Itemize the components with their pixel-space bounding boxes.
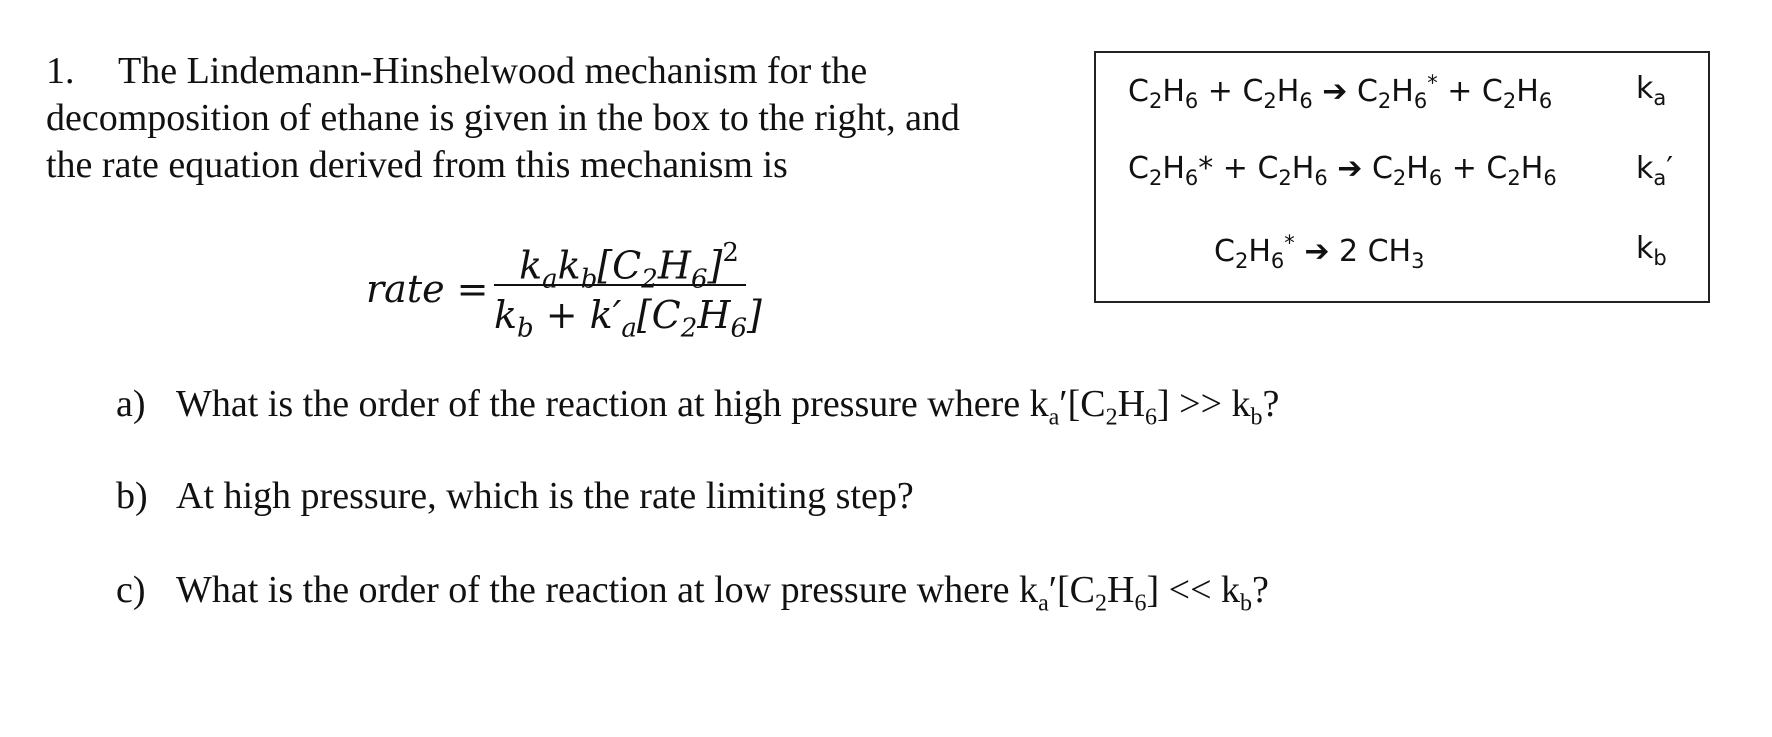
rate-denominator: $k_b + k'_a[C_2H_6]$ (494, 293, 762, 344)
rate-constant-kb: $k_b$ (1636, 231, 1667, 270)
problem-line-2: decomposition of ethane is given in the box to the right, and (46, 97, 960, 139)
question-c: c) What is the order of the reaction at low pressure where $k_a'[C_2H_6] << k_b$? (116, 569, 1269, 617)
problem-line-1 (46, 48, 1026, 95)
mechanism-step-3: $C_2H_6^*$ ➔ 2 $CH_3$ (1214, 231, 1425, 273)
rate-constant-ka: $k_a$ (1636, 71, 1667, 110)
arrow-icon: ➔ (1304, 234, 1330, 269)
problem-number: 1. (46, 50, 75, 92)
rate-fraction (494, 232, 762, 344)
rate-constant-ka-prime: $k_a'$ (1636, 151, 1674, 190)
question-a: a) What is the order of the reaction at high pressure where $k_a'[C_2H_6] >> k_b$? (116, 383, 1280, 431)
problem-statement (46, 48, 1026, 189)
problem-line-1-text: The Lindemann-Hinshelwood mechanism for the (118, 50, 868, 92)
question-b: b) At high pressure, which is the rate limiting step? (116, 475, 914, 517)
question-label: c) (116, 569, 146, 611)
question-label: b) (116, 475, 148, 517)
rate-equation-lhs: rate = (366, 267, 489, 311)
rate-numerator: $k_ak_b[C_2H_6]^2$ (519, 238, 739, 295)
mechanism-box (1094, 51, 1710, 303)
arrow-icon: ➔ (1322, 74, 1348, 109)
mechanism-step-1: $C_2H_6 + C_2H_6$ ➔ $C_2H_6^* + C_2H_6$ (1128, 71, 1553, 113)
problem-line-3: the rate equation derived from this mechanism is (46, 144, 788, 186)
question-label: a) (116, 383, 146, 425)
arrow-icon: ➔ (1337, 151, 1363, 186)
mechanism-step-2: $C_2H_6* + C_2H_6$ ➔ $C_2H_6 + C_2H_6$ (1128, 151, 1557, 190)
